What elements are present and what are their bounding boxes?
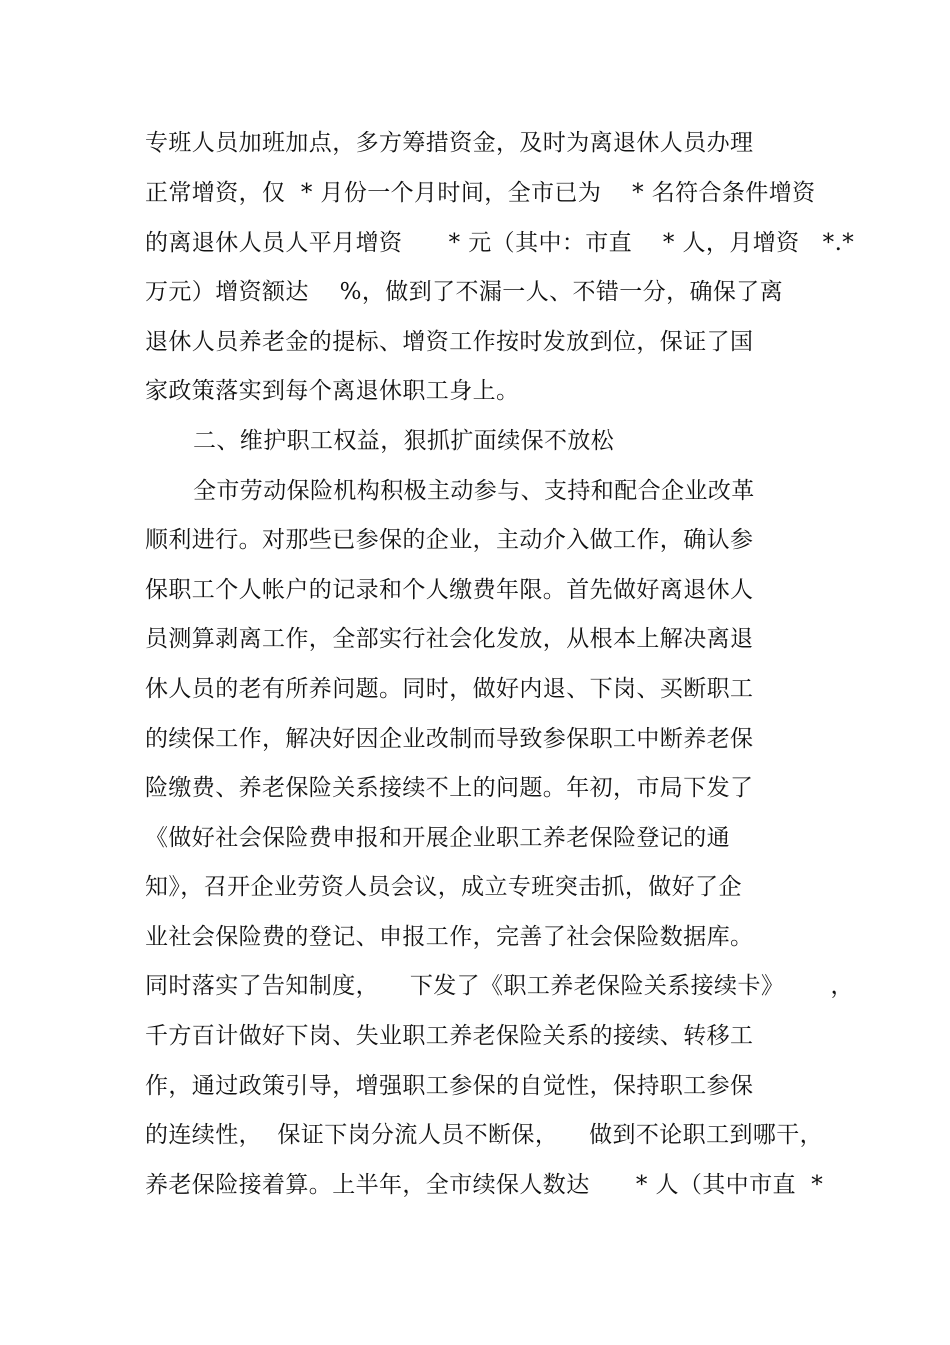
body-line: 的离退休人员人平月增资 * 元（其中：市直 * 人，月增资 *.*	[145, 230, 855, 256]
body-line: 《做好社会保险费申报和开展企业职工养老保险登记的通	[145, 825, 730, 851]
body-line: 专班人员加班加点，多方筹措资金，及时为离退休人员办理	[145, 130, 754, 156]
body-line: 家政策落实到每个离退休职工身上。	[145, 378, 520, 404]
body-line: 知》，召开企业劳资人员会议，成立专班突击抓，做好了企	[145, 874, 742, 900]
body-line: 的连续性， 保证下岗分流人员不断保， 做到不论职工到哪干，	[145, 1122, 824, 1148]
body-line: 顺利进行。对那些已参保的企业，主动介入做工作，确认参	[145, 527, 754, 553]
body-line: 万元）增资额达 %，做到了不漏一人、不错一分，确保了离	[145, 279, 784, 305]
body-line: 业社会保险费的登记、申报工作，完善了社会保险数据库。	[145, 924, 754, 950]
body-line: 正常增资，仅 * 月份一个月时间，全市已为 * 名符合条件增资	[145, 180, 816, 206]
body-line: 同时落实了告知制度， 下发了《职工养老保险关系接续卡》 ，	[145, 973, 854, 999]
body-line: 休人员的老有所养问题。同时，做好内退、下岗、买断职工	[145, 676, 754, 702]
body-line: 退休人员养老金的提标、增资工作按时发放到位，保证了国	[145, 329, 754, 355]
body-line: 千方百计做好下岗、失业职工养老保险关系的接续、转移工	[145, 1023, 754, 1049]
body-line: 保职工个人帐户的记录和个人缴费年限。首先做好离退休人	[145, 577, 754, 603]
body-line: 员测算剥离工作，全部实行社会化发放，从根本上解决离退	[145, 626, 754, 652]
body-line: 作，通过政策引导，增强职工参保的自觉性，保持职工参保	[145, 1073, 754, 1099]
body-line: 的续保工作，解决好因企业改制而导致参保职工中断养老保	[145, 726, 754, 752]
body-line: 养老保险接着算。上半年，全市续保人数达 * 人（其中市直 *	[145, 1172, 824, 1198]
body-line: 全市劳动保险机构积极主动参与、支持和配合企业改革	[193, 478, 755, 504]
section-heading: 二、维护职工权益，狠抓扩面续保不放松	[193, 428, 615, 454]
body-line: 险缴费、养老保险关系接续不上的问题。年初，市局下发了	[145, 775, 754, 801]
